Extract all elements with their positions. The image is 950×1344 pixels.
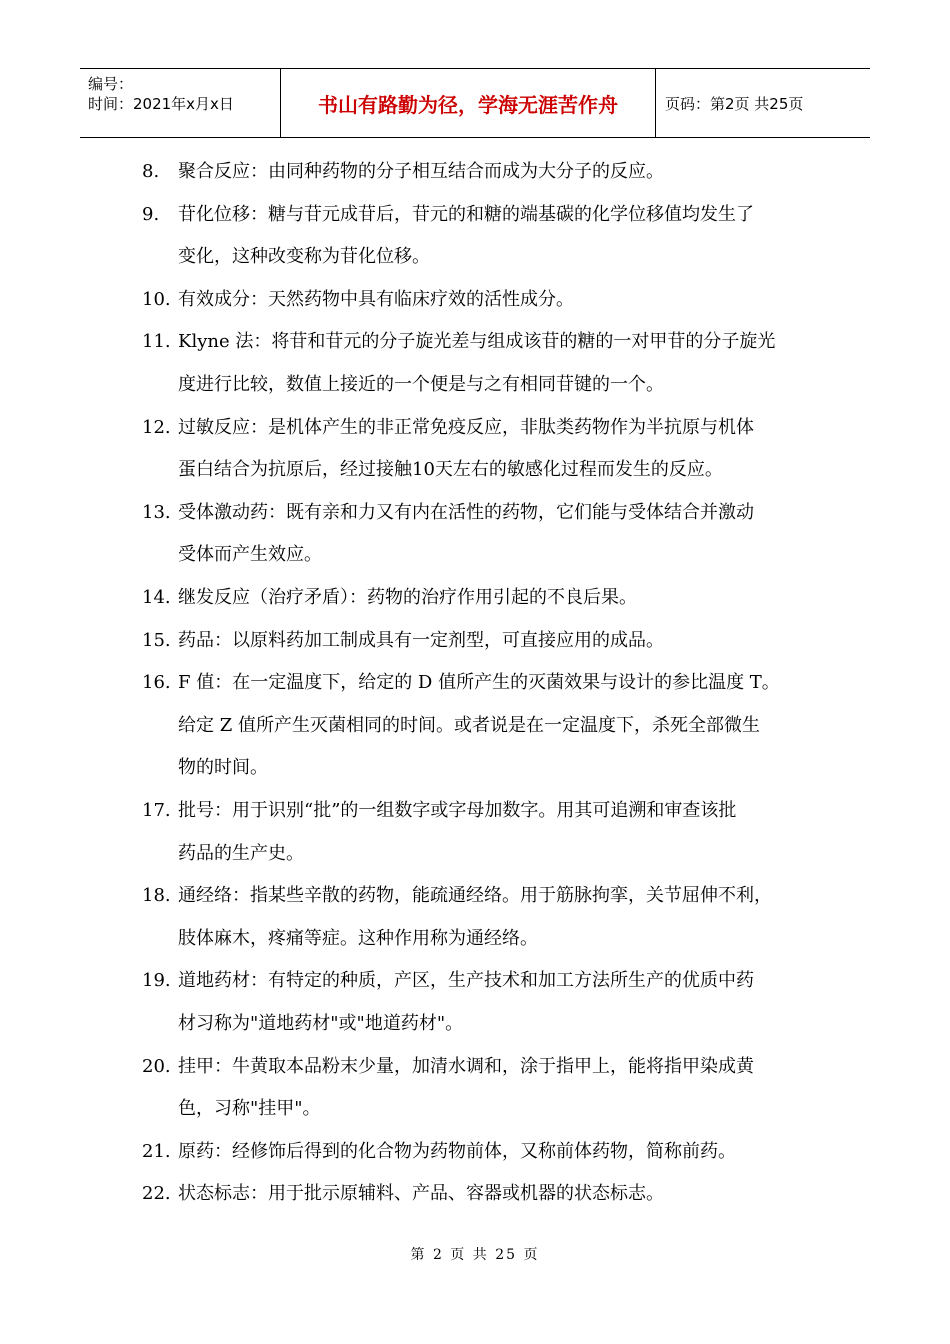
entry-text-line: Klyne 法：将苷和苷元的分子旋光差与组成该苷的糖的一对甲苷的分子旋光	[178, 331, 776, 353]
page-footer: 第 2 页 共 25 页	[410, 1247, 540, 1263]
entry-text-line: 肢体麻木，疼痛等症。这种作用称为通经络。	[178, 927, 538, 949]
header-code-label: 编号：	[88, 75, 134, 93]
entry-number: 20.	[142, 1055, 171, 1077]
entry-text-line: 受体而产生效应。	[178, 544, 322, 566]
entry-number: 17.	[142, 800, 171, 821]
entry-text-line: 变化，这种改变称为苷化位移。	[178, 246, 430, 268]
entry-number: 8.	[142, 161, 160, 182]
header-meta	[80, 69, 280, 137]
entry-text-line: 批号：用于识别“批”的一组数字或字母加数字。用其可追溯和审查该批	[178, 800, 737, 821]
entry-text-line: 度进行比较，数值上接近的一个便是与之有相同苷键的一个。	[178, 374, 664, 395]
entry-text-line: F 值：在一定温度下，给定的 D 值所产生的灭菌效果与设计的参比温度 T。	[178, 672, 780, 694]
entry-text-line: 苷化位移：糖与苷元成苷后，苷元的和糖的端基碳的化学位移值均发生了	[178, 203, 754, 225]
entry-text-line: 挂甲：牛黄取本品粉末少量，加清水调和，涂于指甲上，能将指甲染成黄	[178, 1055, 754, 1077]
entry-number: 13.	[142, 501, 171, 523]
entry-text-line: 受体激动药：既有亲和力又有内在活性的药物，它们能与受体结合并激动	[178, 501, 754, 523]
entry-text-line: 给定 Z 值所产生灭菌相同的时间。或者说是在一定温度下，杀死全部微生	[178, 714, 760, 736]
entry-text-line: 材习称为"道地药材"或"地道药材"。	[178, 1013, 464, 1034]
entry-text-line: 物的时间。	[178, 757, 268, 779]
header-motto: 书山有路勤为径，学海无涯苦作舟	[280, 69, 656, 137]
entry-text-line: 通经络：指某些辛散的药物，能疏通经络。用于筋脉拘挛，关节屈伸不利，	[178, 885, 772, 907]
entry-number: 16.	[142, 672, 171, 694]
entry-number: 10.	[142, 288, 171, 310]
entry-text-line: 原药：经修饰后得到的化合物为药物前体，又称前体药物，简称前药。	[178, 1140, 736, 1162]
entry-text-line: 聚合反应：由同种药物的分子相互结合而成为大分子的反应。	[178, 161, 664, 182]
entry-text-line: 蛋白结合为抗原后，经过接触10天左右的敏感化过程而发生的反应。	[178, 459, 723, 481]
header-page-info	[655, 69, 870, 137]
entry-text-line: 道地药材：有特定的种质，产区，生产技术和加工方法所生产的优质中药	[178, 970, 754, 992]
entry-text-line: 继发反应（治疗矛盾）：药物的治疗作用引起的不良后果。	[178, 587, 637, 608]
entry-text-line: 状态标志：用于批示原辅料、产品、容器或机器的状态标志。	[178, 1183, 664, 1205]
page-header	[80, 68, 870, 138]
header-time-label: 时间：2021年x月x日	[88, 95, 234, 113]
entry-text-line: 过敏反应：是机体产生的非正常免疫反应，非肽类药物作为半抗原与机体	[178, 416, 754, 438]
header-page-label: 页码：第2页 共25页	[665, 94, 804, 113]
entry-number: 14.	[142, 587, 171, 608]
entry-number: 19.	[142, 970, 171, 992]
entry-number: 21.	[142, 1140, 171, 1162]
entry-number: 12.	[142, 416, 171, 438]
entry-number: 22.	[142, 1183, 171, 1205]
entry-text-line: 药品的生产史。	[178, 842, 304, 864]
entry-number: 18.	[142, 885, 171, 907]
entry-text-line: 色，习称"挂甲"。	[178, 1098, 321, 1120]
entry-number: 15.	[142, 629, 171, 651]
entry-number: 9.	[142, 203, 160, 225]
entry-number: 11.	[142, 331, 171, 353]
entry-text-line: 药品：以原料药加工制成具有一定剂型，可直接应用的成品。	[178, 629, 664, 651]
entry-text-line: 有效成分：天然药物中具有临床疗效的活性成分。	[178, 288, 574, 310]
